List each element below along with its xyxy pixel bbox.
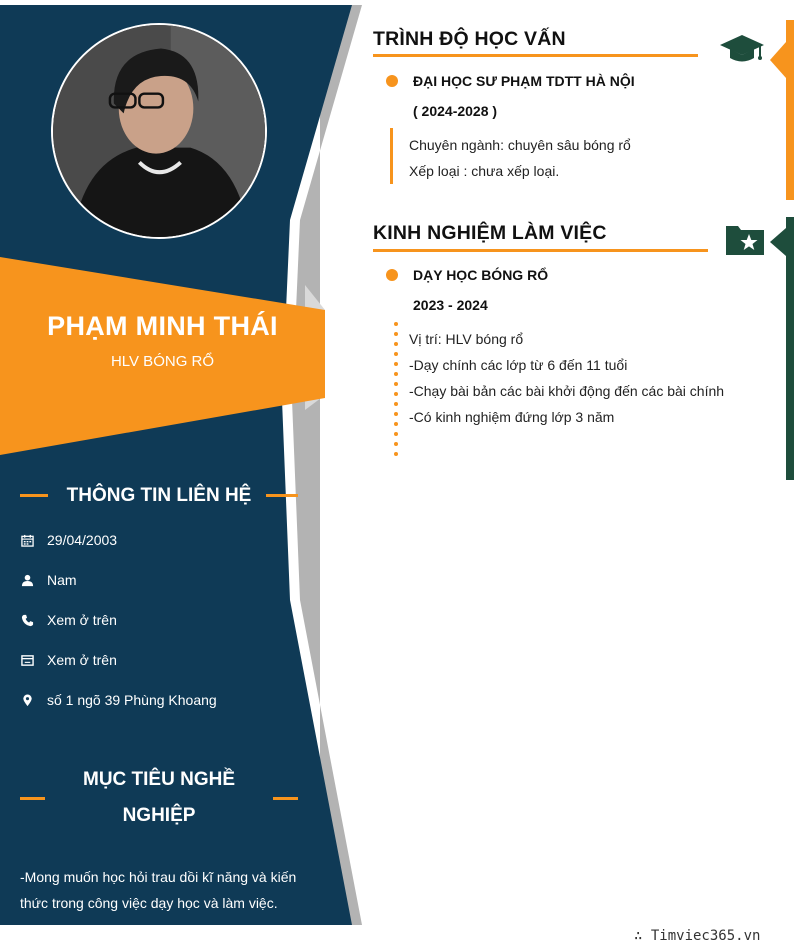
gender-text: Nam [47,572,77,588]
calendar-icon [20,533,34,547]
experience-title: KINH NGHIỆM LÀM VIỆC [373,222,607,244]
profile-name: PHẠM MINH THÁI [47,311,278,341]
education-grade: Xếp loại : chưa xếp loại. [409,163,560,179]
email-text: Xem ở trên [47,652,117,668]
contact-title: THÔNG TIN LIÊN HỆ [66,485,252,506]
education-title-underline [373,54,698,57]
contact-row-phone [20,609,117,631]
green-accent-bar [786,217,794,480]
birthday-text: 29/04/2003 [47,532,118,548]
objective-title-dash-right [273,797,298,800]
profile-role: HLV BÓNG RỔ [110,353,215,370]
objective-text: -Mong muốn học hỏi trau dồi kĩ năng và kiến thức trong công việc dạy học và làm việc. [20,869,297,911]
education-title: TRÌNH ĐỘ HỌC VẤN [373,28,566,50]
objective-title-line1: MỤC TIÊU NGHỀ [83,769,235,790]
folder-star-icon [725,222,765,256]
experience-line-4: -Có kinh nghiệm đứng lớp 3 năm [409,409,615,425]
avatar [51,23,267,239]
experience-line-3: -Chạy bài bản các bài khởi động đến các bài chính [409,383,725,399]
phone-text: Xem ở trên [47,612,117,628]
experience-bullet [386,269,398,281]
location-icon [20,693,34,707]
education-school: ĐẠI HỌC SƯ PHẠM TDTT HÀ NỘI [413,73,635,89]
experience-timeline-dots [392,320,400,460]
phone-icon [20,613,34,627]
contact-title-dash-right [266,494,298,497]
person-icon [20,573,34,587]
experience-job: DẠY HỌC BÓNG RỔ [413,267,549,283]
contact-row-gender [20,569,77,591]
orange-accent-arrow [770,42,786,78]
graduation-cap-icon [719,33,765,65]
footer-logo: ∴ Timviec365.vn [634,928,761,944]
education-period: ( 2024-2028 ) [413,103,498,119]
education-bullet [386,75,398,87]
orange-accent-bar [786,20,794,200]
experience-line-2: -Dạy chính các lớp từ 6 đến 11 tuổi [409,357,628,373]
education-major: Chuyên ngành: chuyên sâu bóng rổ [409,137,631,153]
avatar-photo [53,25,265,237]
experience-period: 2023 - 2024 [413,297,488,313]
education-timeline-line [390,128,393,184]
contact-row-address [20,689,217,711]
email-icon [20,653,34,667]
contact-row-email [20,649,117,671]
objective-title-line2: NGHIỆP [122,805,196,826]
objective-title-dash-left [20,797,45,800]
green-accent-arrow [770,228,786,256]
experience-line-1: Vị trí: HLV bóng rổ [409,331,524,347]
contact-row-birthday [20,529,117,551]
experience-title-underline [373,249,708,252]
address-text: số 1 ngõ 39 Phùng Khoang [47,692,217,708]
